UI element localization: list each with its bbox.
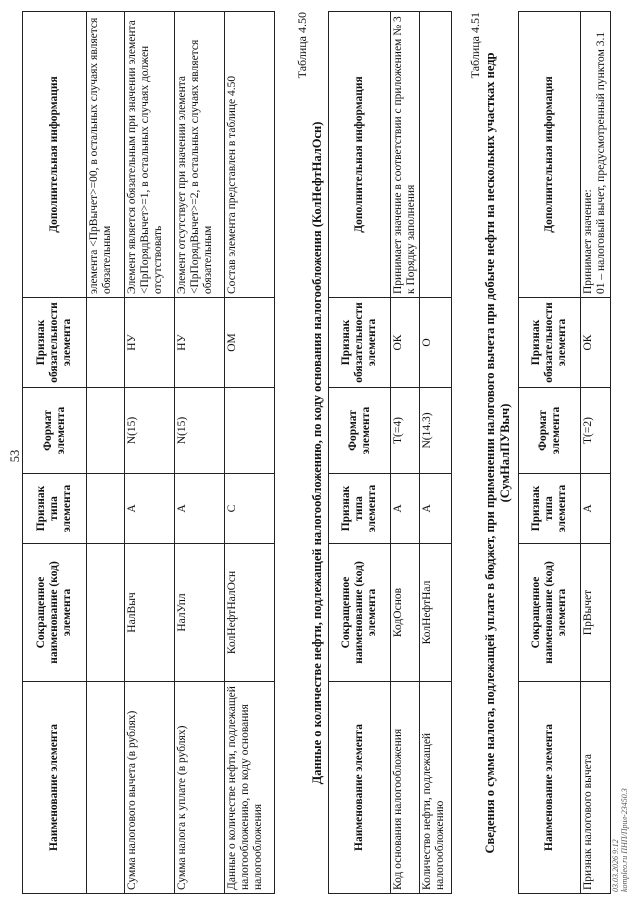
- cell-name: Код основания налогообложения: [391, 682, 420, 894]
- cell-format: Т(=2): [581, 388, 611, 474]
- cell-info: элемента <ПрВычет>=00, в остальных случаях является обязательным: [87, 12, 125, 298]
- header-code: Сокращенное наименование (код) элемента: [23, 544, 87, 682]
- table-row: [581, 12, 611, 894]
- print-stamp-line2: kompleo.ru ПНП/Прил-23450.3: [619, 788, 629, 892]
- header-type: Признак типа элемента: [519, 474, 581, 544]
- header-type: Признак типа элемента: [329, 474, 391, 544]
- cell-type: А: [391, 474, 420, 544]
- cell-code: КолНефтНал: [419, 544, 451, 682]
- cell-name: Сумма налога к уплате (в рублях): [175, 682, 225, 894]
- header-code: Сокращенное наименование (код) элемента: [519, 544, 581, 682]
- cell-type: А: [175, 474, 225, 544]
- cell-code: ПрВычет: [581, 544, 611, 682]
- cell-format: [87, 388, 125, 474]
- header-format: Формат элемента: [23, 388, 87, 474]
- table-451-label: Таблица 4.51: [468, 12, 482, 79]
- cell-req: НУ: [125, 298, 175, 388]
- table-row: [175, 12, 225, 894]
- print-stamp: [612, 672, 630, 892]
- cell-code: НалВыч: [125, 544, 175, 682]
- print-stamp-line1: 03.03.2026 9:12: [611, 839, 620, 892]
- cell-name: Сумма налогового вычета (в рублях): [125, 682, 175, 894]
- cell-req: [87, 298, 125, 388]
- header-type: Признак типа элемента: [23, 474, 87, 544]
- cell-req: НУ: [175, 298, 225, 388]
- cell-code: КодОснов: [391, 544, 420, 682]
- table-row: [225, 12, 275, 894]
- cell-format: N(15): [125, 388, 175, 474]
- cell-name: Признак налогового вычета: [581, 682, 611, 894]
- cell-req: О: [419, 298, 451, 388]
- cell-name: Данные о количестве нефти, подлежащей налогообложению, по коду основания налогообложения: [225, 682, 275, 894]
- table-row: [391, 12, 420, 894]
- cell-info: Принимает значение в соответствии с приложением № 3 к Порядку заполнения: [391, 12, 420, 298]
- table-row: [125, 12, 175, 894]
- header-name: Наименование элемента: [329, 682, 391, 894]
- cell-req: ОМ: [225, 298, 275, 388]
- cell-format: Т(=4): [391, 388, 420, 474]
- cell-type: А: [581, 474, 611, 544]
- cell-info: Элемент является обязательным при значении элемента <ПрПорядВычет>=1, в остальных случаях должен отсутствовать: [125, 12, 175, 298]
- elements-table-continued: [22, 11, 275, 894]
- cell-info: Принимает значение: 01 – налоговый вычет, предусмотренный пунктом 3.1: [581, 12, 611, 298]
- cell-info: [419, 12, 451, 298]
- header-info: Дополнительная информация: [519, 12, 581, 298]
- table-row: [87, 12, 125, 894]
- header-req: Признак обязательности элемента: [23, 298, 87, 388]
- header-format: Формат элемента: [329, 388, 391, 474]
- cell-format: N(15): [175, 388, 225, 474]
- table-450-title: Данные о количестве нефти, подлежащей налогообложению, по коду основания налогообложения (КолНефтНалОсн): [310, 121, 324, 785]
- header-code: Сокращенное наименование (код) элемента: [329, 544, 391, 682]
- cell-name: [87, 682, 125, 894]
- table-451: [518, 11, 611, 894]
- cell-type: [87, 474, 125, 544]
- header-req: Признак обязательности элемента: [329, 298, 391, 388]
- cell-code: КолНефтНалОсн: [225, 544, 275, 682]
- cell-req: ОК: [581, 298, 611, 388]
- table-header-row: [329, 12, 391, 894]
- cell-info: Элемент отсутствует при значении элемента <ПрПорядВычет>=2, в остальных случаях является обязательным: [175, 12, 225, 298]
- cell-format: [225, 388, 275, 474]
- header-name: Наименование элемента: [23, 682, 87, 894]
- table-451-title: Сведения о сумме налога, подлежащей уплате в бюджет, при применении налогового вычета при добыче нефти на нескольких участках недр (СумНалПУВыч): [483, 52, 512, 854]
- cell-code: [87, 544, 125, 682]
- header-info: Дополнительная информация: [23, 12, 87, 298]
- cell-code: НалУпл: [175, 544, 225, 682]
- header-req: Признак обязательности элемента: [519, 298, 581, 388]
- table-row: [419, 12, 451, 894]
- cell-type: А: [125, 474, 175, 544]
- header-info: Дополнительная информация: [329, 12, 391, 298]
- header-format: Формат элемента: [519, 388, 581, 474]
- table-header-row: [519, 12, 581, 894]
- cell-type: С: [225, 474, 275, 544]
- table-header-row: [23, 12, 87, 894]
- cell-info: Состав элемента представлен в таблице 4.50: [225, 12, 275, 298]
- cell-type: А: [419, 474, 451, 544]
- cell-req: ОК: [391, 298, 420, 388]
- header-name: Наименование элемента: [519, 682, 581, 894]
- cell-format: N(14.3): [419, 388, 451, 474]
- cell-name: Количество нефти, подлежащей налогообложению: [419, 682, 451, 894]
- table-450-label: Таблица 4.50: [295, 12, 309, 79]
- table-450: [328, 11, 452, 894]
- page-number: 53: [8, 449, 22, 463]
